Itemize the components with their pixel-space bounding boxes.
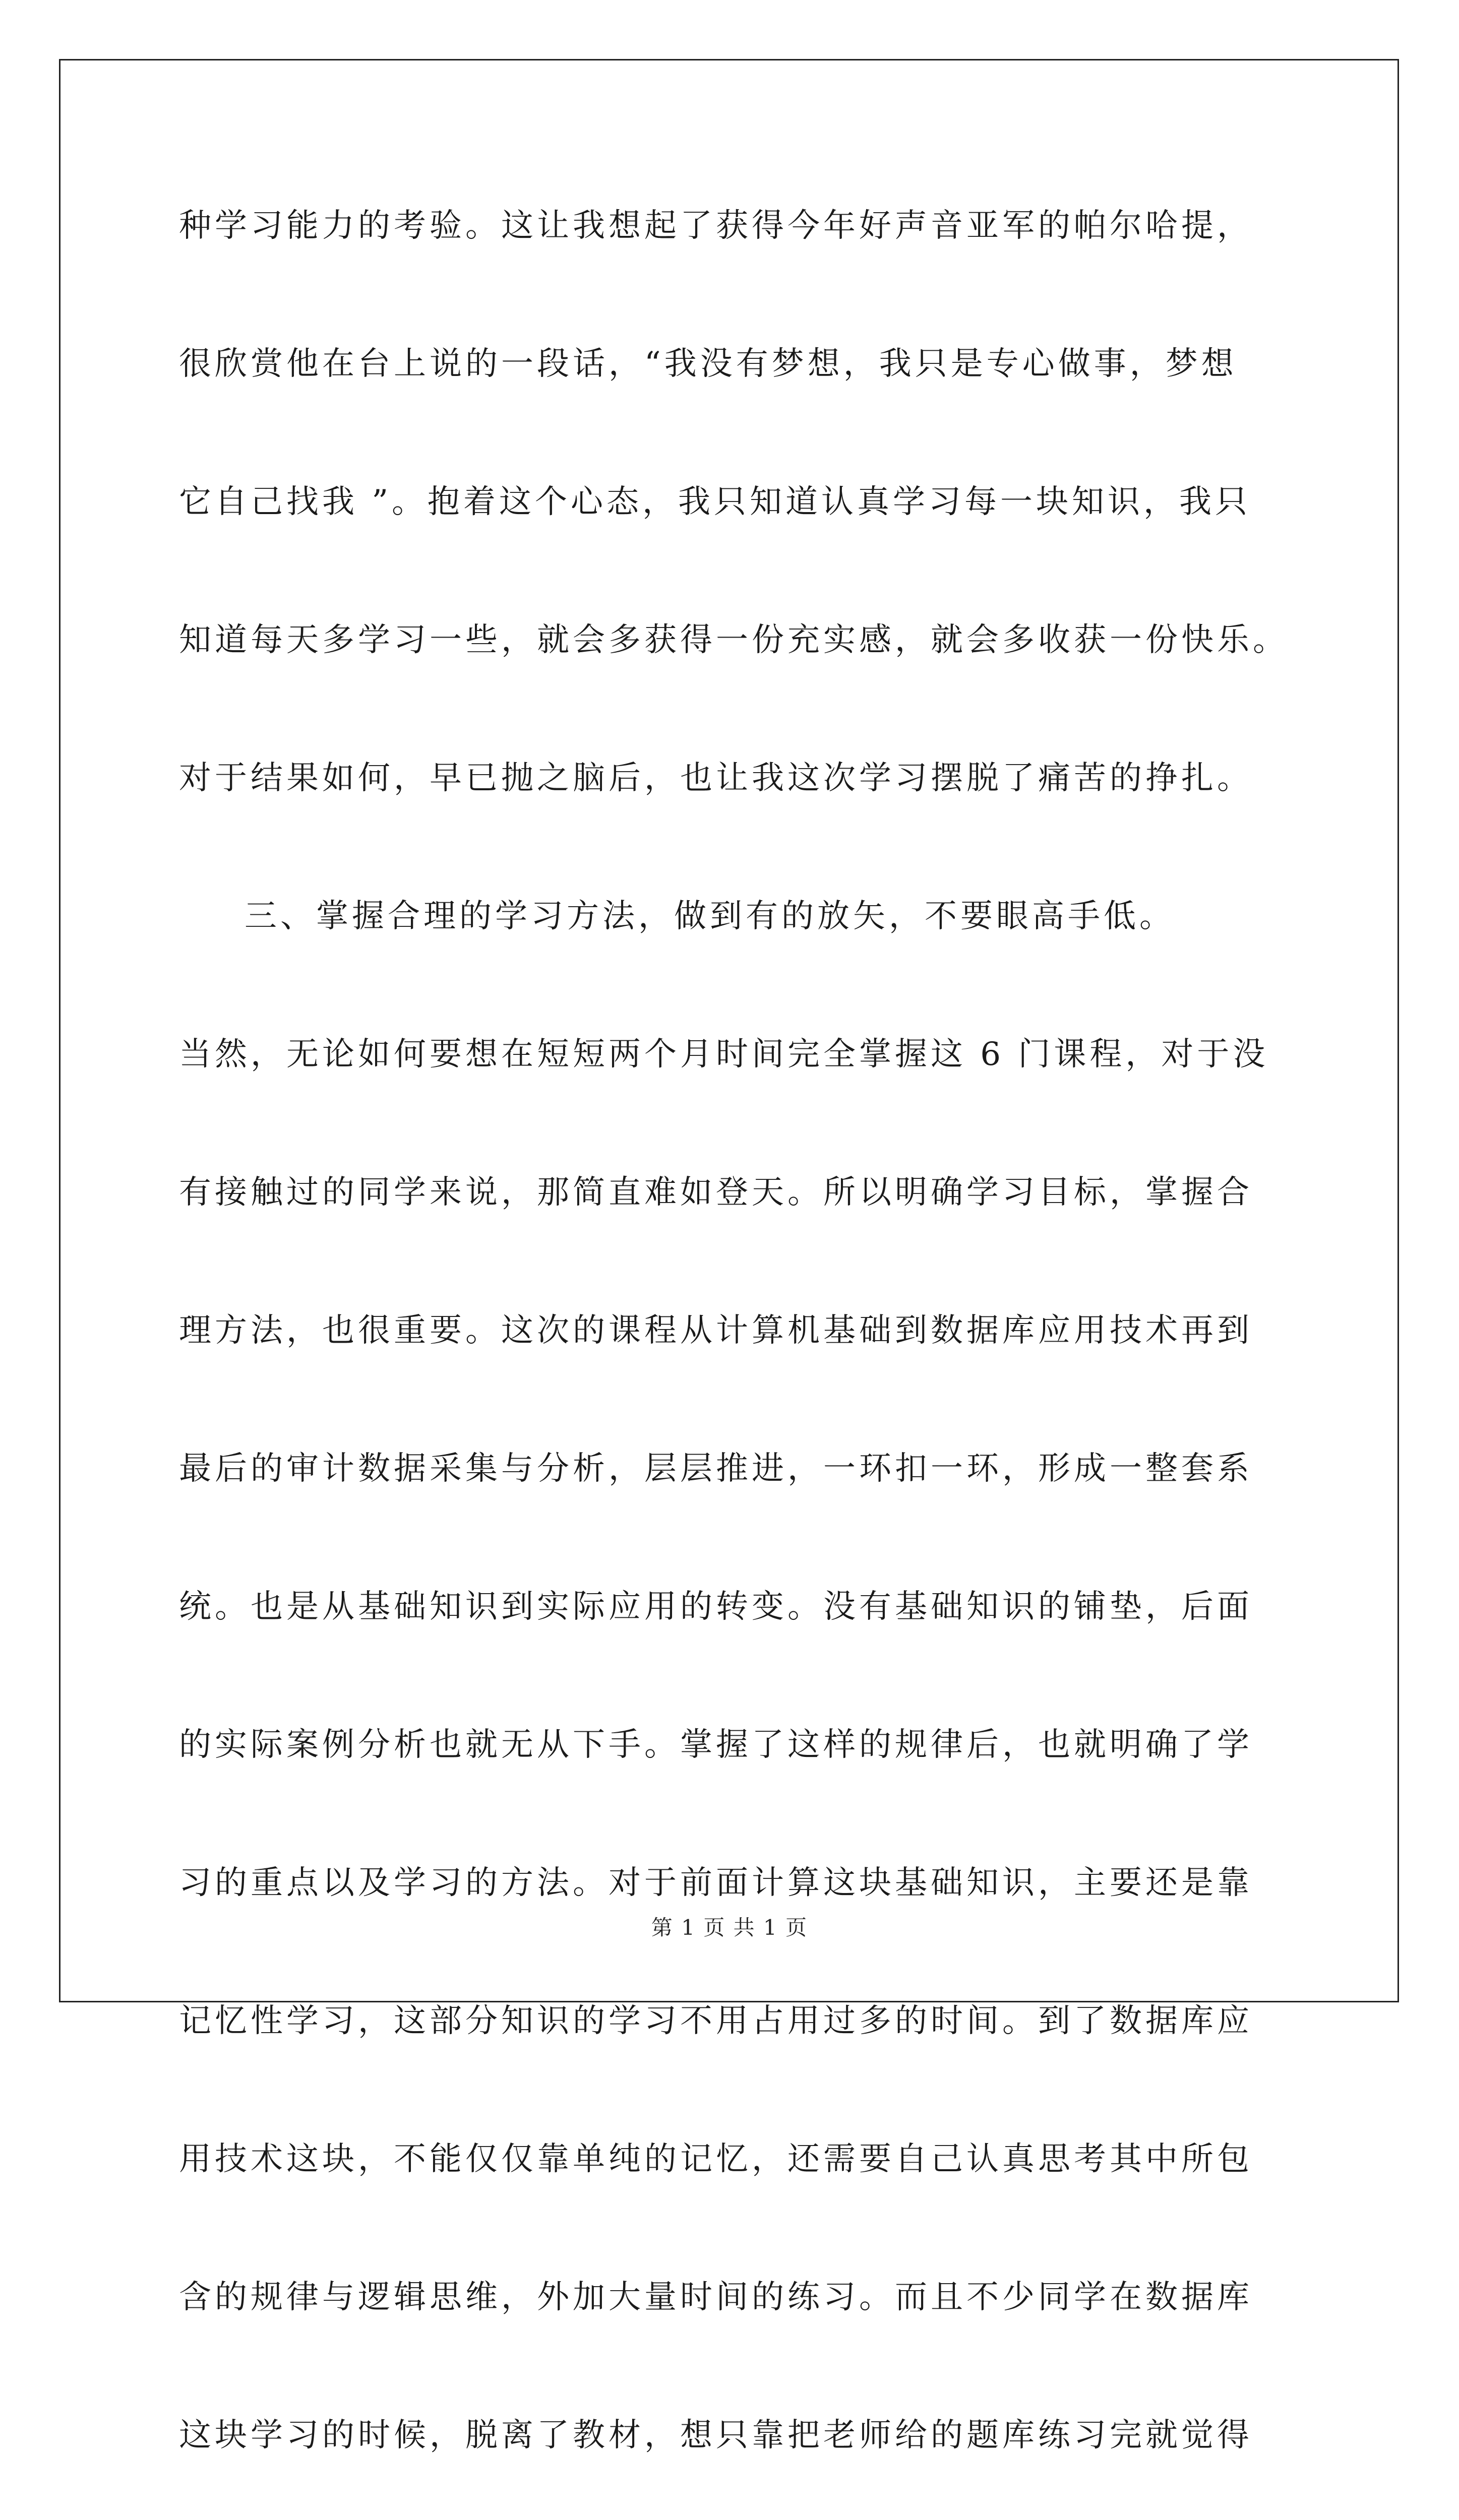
text-line: 习的重点以及学习的方法。对于前面计算这块基础知识，主要还是靠 [179, 1864, 1253, 1902]
text-line: 种学习能力的考验。这让我想起了获得今年好声音亚军的帕尔哈提， [179, 207, 1253, 244]
text-line: 这块学习的时候，脱离了教材，想只靠把老师给的题库练习完就觉得 [179, 2417, 1253, 2454]
section-heading: 三、掌握合理的学习方法，做到有的放矢，不要眼高手低。 [245, 898, 1175, 935]
text-line: 知道每天多学习一些，就会多获得一份充实感，就会多收获一份快乐。 [179, 621, 1289, 659]
text-line: 很欣赏他在台上说的一段话，“我没有梦想，我只是专心做事，梦想 [179, 345, 1237, 383]
text-line: 的实际案例分析也就无从下手。掌握了这样的规律后，也就明确了学 [179, 1726, 1253, 1763]
text-line: 用技术这块，不能仅仅靠单纯的记忆，还需要自己认真思考其中所包 [179, 2140, 1253, 2178]
text-line: 当然，无论如何要想在短短两个月时间完全掌握这 6 门课程，对于没 [179, 1036, 1269, 1073]
text-line: 它自己找我 ”。抱着这个心态，我只知道认真学习每一块知识，我只 [179, 483, 1251, 521]
text-line: 含的规律与逻辑思维，外加大量时间的练习。而且不少同学在数据库 [179, 2279, 1253, 2316]
text-line: 最后的审计数据采集与分析，层层推进，一环扣一环，形成一整套系 [179, 1450, 1253, 1487]
text-line: 理方法，也很重要。这次的课程从计算机基础到数据库应用技术再到 [179, 1312, 1253, 1349]
page-footer: 第 1 页 共 1 页 [651, 1915, 808, 1940]
text-line: 统。也是从基础知识到实际应用的转变。没有基础知识的铺垫，后面 [179, 1588, 1253, 1625]
text-line: 对于结果如何，早已抛之脑后，也让我这次学习摆脱了痛苦的挣扎。 [179, 760, 1253, 797]
document-body [179, 193, 1303, 2520]
text-line: 有接触过的同学来说，那简直难如登天。所以明确学习目标，掌握合 [179, 1174, 1253, 1211]
text-line: 记忆性学习，这部分知识的学习不用占用过多的时间。到了数据库应 [179, 2002, 1253, 2040]
